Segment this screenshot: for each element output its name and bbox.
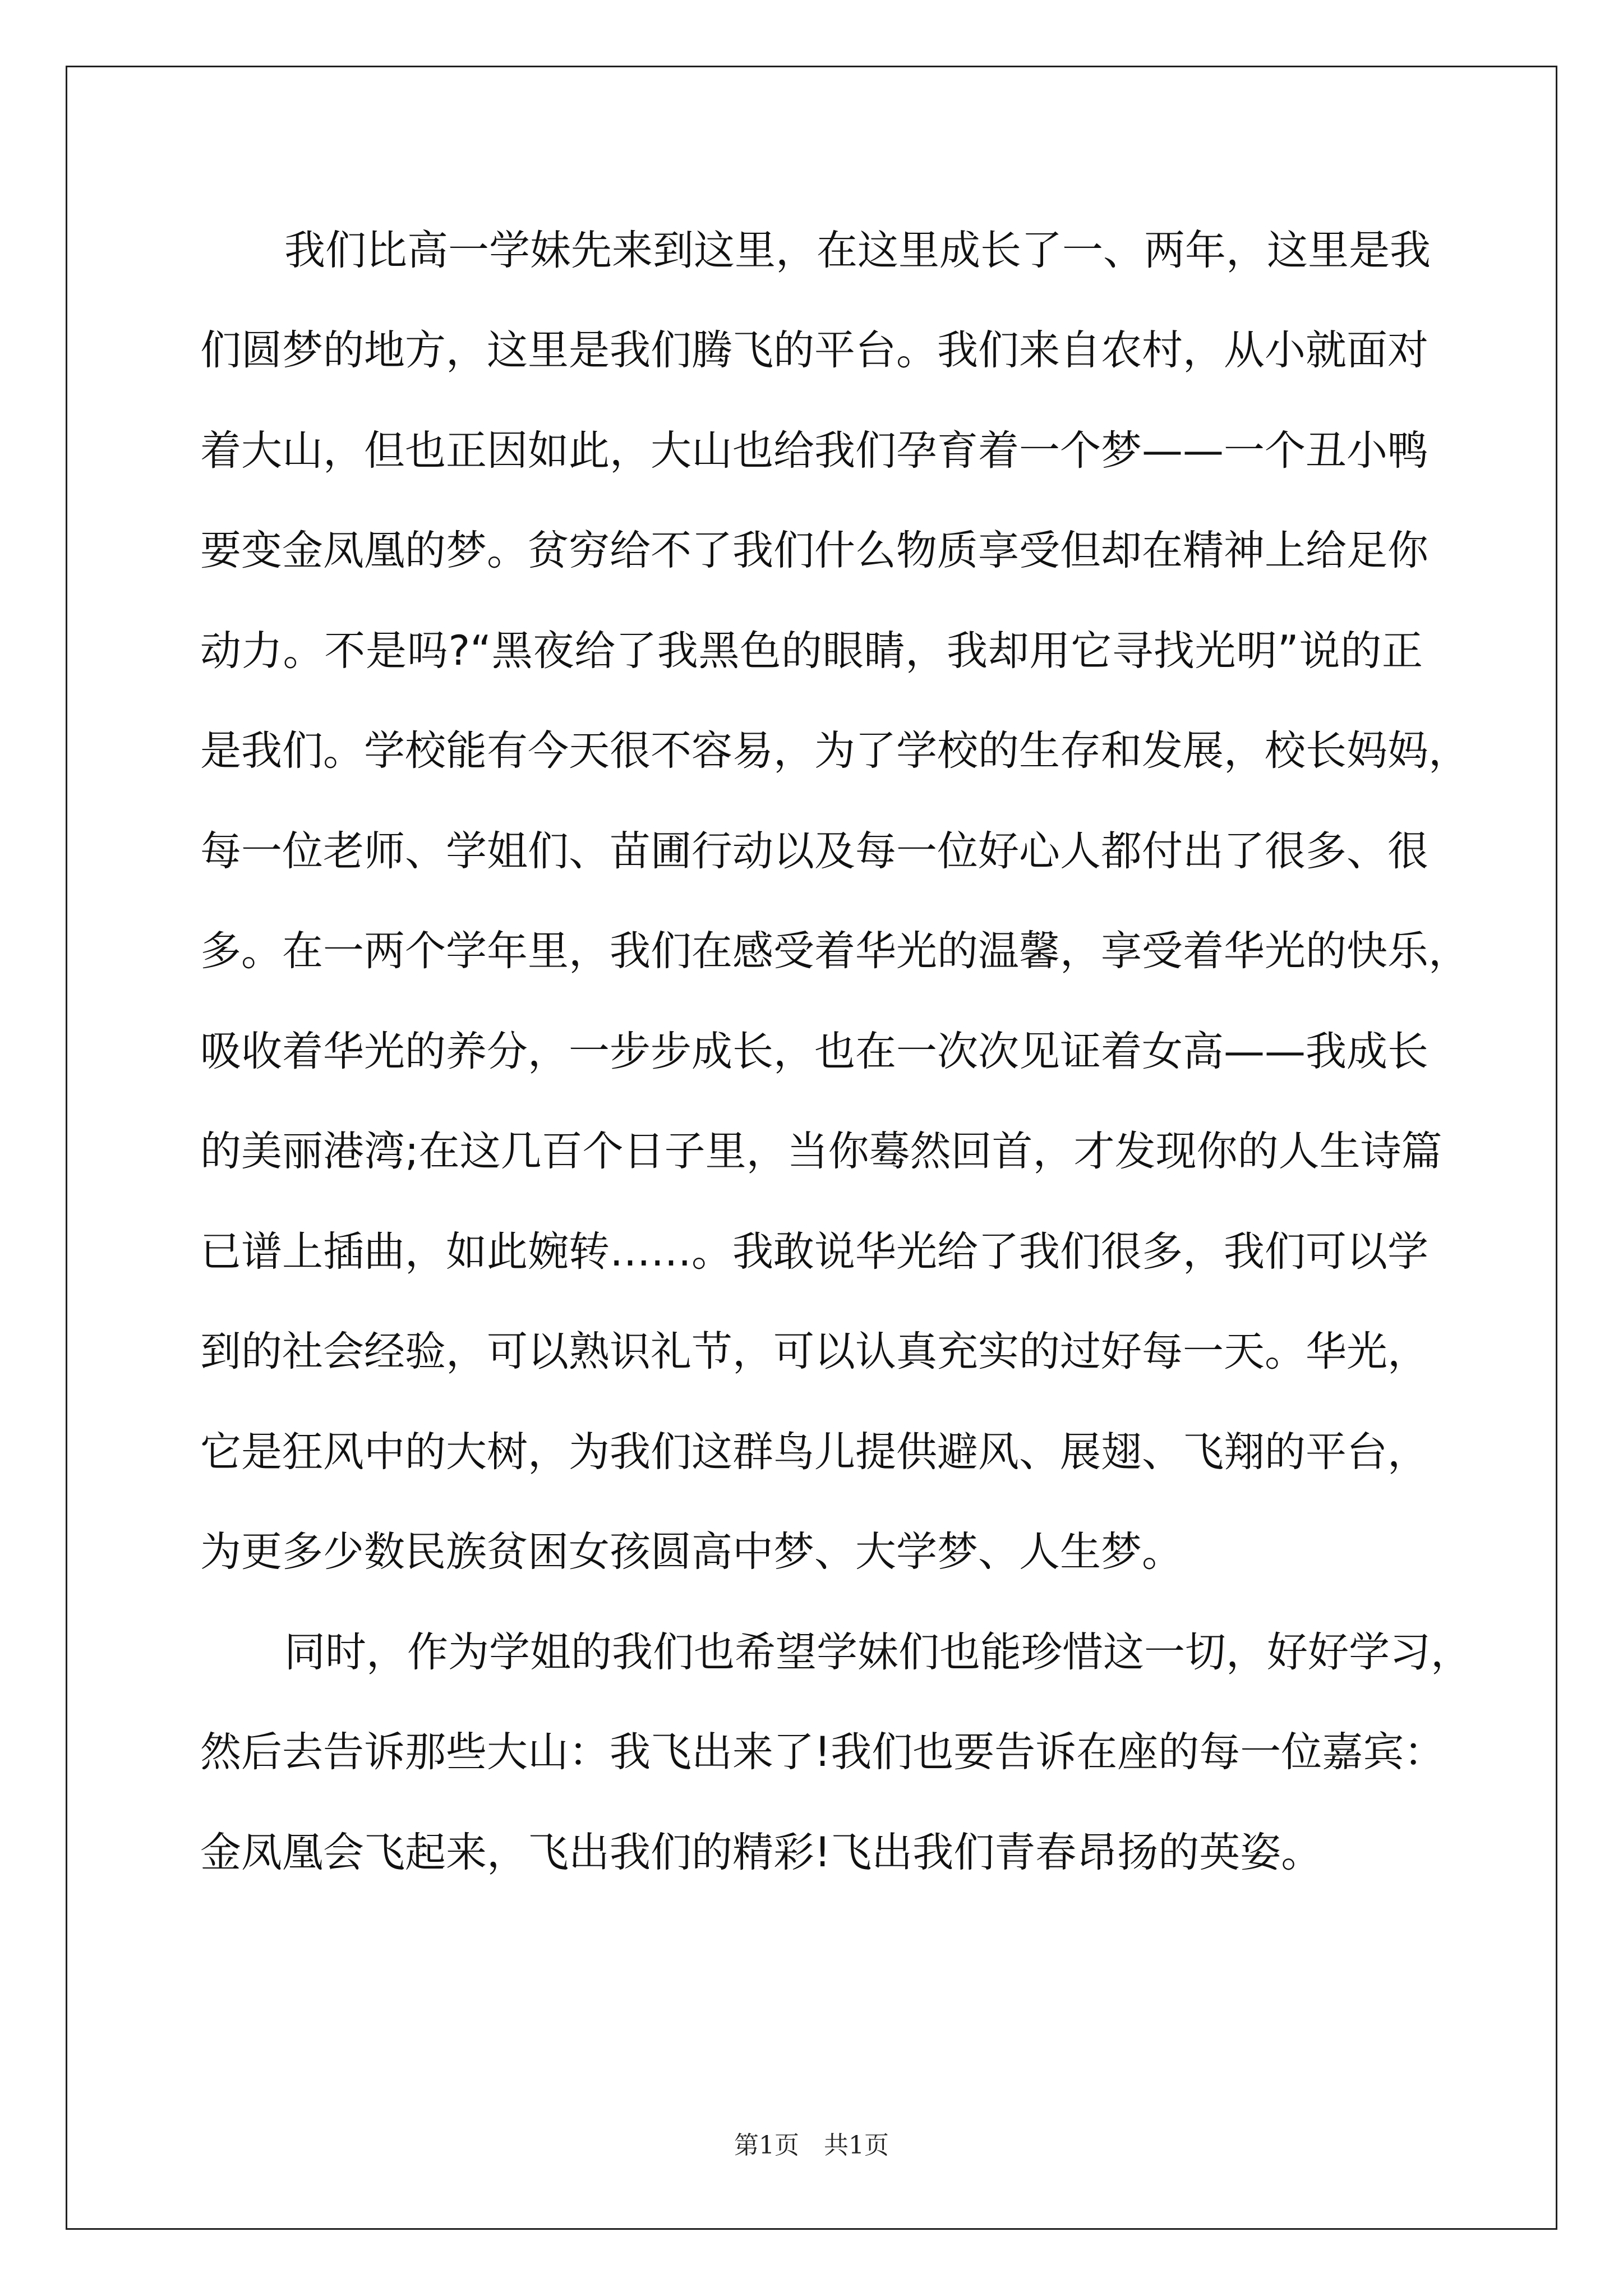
paragraph-line: 我们比高一学妹先来到这里，在这里成长了一、两年，这里是我 [284, 227, 1431, 274]
page-footer: 第1页 共1页 [734, 2131, 889, 2160]
paragraph-line: 吸收着华光的养分，一步步成长，也在一次次见证着女高——我成长 [200, 1028, 1428, 1075]
paragraph-line: 它是狂风中的大树，为我们这群鸟儿提供避风、展翅、飞翔的平台， [200, 1428, 1428, 1476]
paragraph-line: 每一位老师、学姐们、苗圃行动以及每一位好心人都付出了很多、很 [200, 827, 1428, 875]
paragraph-line: 是我们。学校能有今天很不容易，为了学校的生存和发展，校长妈妈， [200, 727, 1469, 775]
paragraph-line: 然后去告诉那些大山：我飞出来了!我们也要告诉在座的每一位嘉宾： [200, 1728, 1445, 1776]
paragraph-line: 动力。不是吗?“黑夜给了我黑色的眼睛，我却用它寻找光明”说的正 [200, 627, 1423, 675]
paragraph-line: 到的社会经验，可以熟识礼节，可以认真充实的过好每一天。华光， [200, 1328, 1428, 1375]
paragraph-line: 要变金凤凰的梦。贫穷给不了我们什么物质享受但却在精神上给足你 [200, 527, 1428, 574]
paragraph-line: 的美丽港湾;在这几百个日子里，当你蓦然回首，才发现你的人生诗篇 [200, 1128, 1442, 1175]
paragraph-line: 已谱上插曲，如此婉转……。我敢说华光给了我们很多，我们可以学 [200, 1228, 1428, 1276]
paragraph-line: 金凤凰会飞起来，飞出我们的精彩!飞出我们青春昂扬的英姿。 [200, 1829, 1322, 1876]
paragraph-line: 着大山，但也正因如此，大山也给我们孕育着一个梦——一个丑小鸭 [200, 427, 1428, 475]
paragraph-line: 同时，作为学姐的我们也希望学妹们也能珍惜这一切，好好学习， [284, 1628, 1472, 1676]
paragraph-line: 多。在一两个学年里，我们在感受着华光的温馨，享受着华光的快乐， [200, 927, 1469, 975]
paragraph-line: 为更多少数民族贫困女孩圆高中梦、大学梦、人生梦。 [200, 1528, 1183, 1576]
paragraph-line: 们圆梦的地方，这里是我们腾飞的平台。我们来自农村，从小就面对 [200, 326, 1428, 374]
